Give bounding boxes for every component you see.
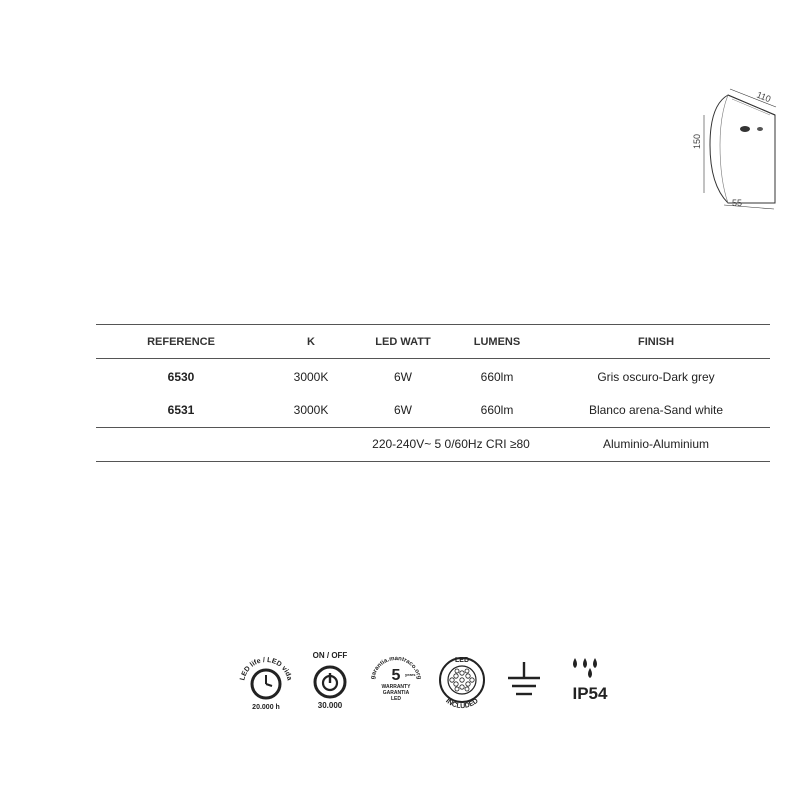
product-dimension-drawing [690,85,790,215]
svg-text:LED life / LED vida: LED life / LED vida [239,656,293,682]
electrical-spec: 220-240V~ 5 0/60Hz CRI ≥80 [372,437,530,451]
ip54-rating-icon [562,654,618,704]
header-lumens: LUMENS [473,336,521,348]
svg-text:WARRANTY: WARRANTY [381,684,411,690]
dim-width-label: 110 [755,89,773,105]
svg-text:ON / OFF: ON / OFF [312,651,348,660]
row1-reference: 6530 [167,370,195,384]
header-reference: REFERENCE [147,336,215,348]
material-spec: Aluminio-Aluminium [602,437,710,451]
row2-k: 3000K [293,403,329,417]
row1-lumens: 660lm [480,370,514,384]
table-top-rule [96,324,770,325]
svg-text:20.000 h: 20.000 h [252,704,280,711]
row1-k: 3000K [293,370,329,384]
header-finish: FINISH [637,336,675,348]
warranty-5-years-icon [364,646,428,712]
svg-text:INCLUDED: INCLUDED [444,697,480,711]
svg-text:IP54: IP54 [572,684,608,703]
row1-finish: Gris oscuro-Dark grey [597,370,715,384]
table-bottom-rule [96,461,770,462]
led-life-clock-icon [236,646,296,712]
header-rule [96,358,770,359]
led-included-icon [432,646,492,712]
svg-text:GARANTIA: GARANTIA [382,690,410,696]
row2-finish: Blanco arena-Sand white [588,403,724,417]
row1-watt: 6W [394,370,412,384]
svg-text:years: years [405,672,416,677]
header-led-watt: LED WATT [375,336,431,348]
rows-rule [96,427,770,428]
svg-text:30.000: 30.000 [317,701,343,710]
dim-height-label: 150 [692,133,702,149]
svg-text:5: 5 [391,667,401,684]
header-k: K [307,336,315,348]
svg-text:LED: LED [455,657,469,664]
row2-watt: 6W [394,403,412,417]
svg-text:garantia.mantraco.org: garantia.mantraco.org [370,655,422,680]
ground-earth-icon [502,658,546,702]
svg-text:LED: LED [391,696,401,702]
on-off-cycles-icon [302,646,358,712]
row2-lumens: 660lm [480,403,514,417]
dim-depth-label: 55 [732,198,743,208]
certification-icons [0,640,800,720]
row2-reference: 6531 [167,403,195,417]
